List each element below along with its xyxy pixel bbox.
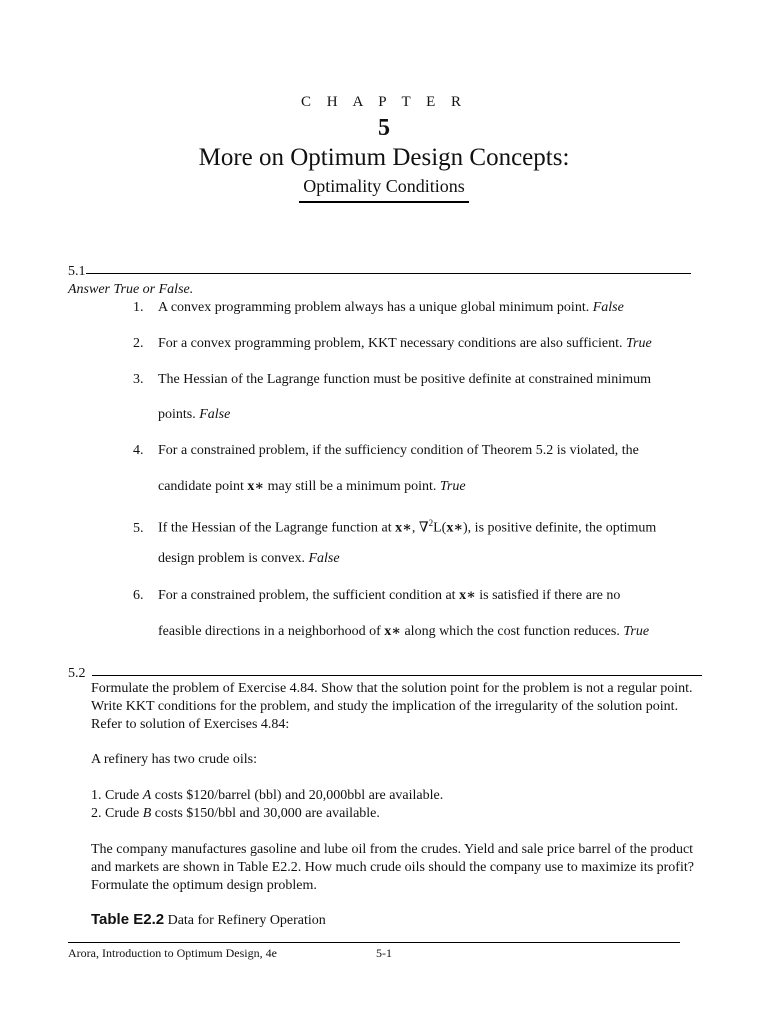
item-text: A convex programming problem always has a unique global minimum point. bbox=[158, 300, 593, 315]
item-text: The Hessian of the Lagrange function must be positive definite at constrained minimum bbox=[158, 372, 651, 387]
list-item bbox=[133, 587, 620, 605]
item-number: 1. bbox=[133, 300, 144, 315]
item-answer: True bbox=[623, 624, 650, 639]
x-star-symbol: x∗ bbox=[446, 520, 464, 536]
item-answer: False bbox=[592, 300, 624, 315]
item-number: 2. bbox=[133, 336, 144, 351]
section-rule bbox=[86, 273, 691, 274]
chapter-subtitle-text: Optimality Conditions bbox=[299, 176, 469, 203]
chapter-title: More on Optimum Design Concepts: bbox=[198, 144, 570, 171]
item-text: 1. Crude bbox=[91, 788, 143, 803]
list-item bbox=[133, 299, 624, 317]
item-number: 6. bbox=[133, 588, 144, 603]
superscript: 2 bbox=[428, 518, 434, 528]
item-answer: True bbox=[439, 479, 466, 494]
item-text: , ∇ bbox=[411, 520, 429, 536]
list-item-continuation bbox=[158, 406, 230, 424]
company-text: The company manufactures gasoline and lube oil from the crudes. Yield and sale price barrel of the product and markets are shown in Table E2.2. How much crude oils should the company use to maximize its profit? Formulate the optimum design problem. bbox=[91, 842, 694, 893]
section-number: 5.2 bbox=[68, 666, 86, 681]
variable: B bbox=[142, 806, 152, 821]
table-caption bbox=[91, 911, 326, 929]
section-rule bbox=[92, 675, 702, 676]
item-text: may still be a minimum point. bbox=[264, 479, 440, 494]
x-star-symbol: x∗ bbox=[247, 479, 265, 494]
list-item bbox=[133, 442, 639, 460]
item-text: For a constrained problem, the sufficient condition at bbox=[158, 588, 460, 603]
list-item bbox=[133, 371, 651, 389]
section-instruction: Answer True or False. bbox=[68, 282, 194, 297]
item-text: feasible directions in a neighborhood of bbox=[158, 624, 385, 639]
variable: A bbox=[142, 788, 152, 803]
x-star-symbol: x∗ bbox=[459, 588, 476, 603]
item-number: 3. bbox=[133, 372, 144, 387]
x-star-symbol: x∗ bbox=[384, 624, 401, 639]
list-item-continuation bbox=[158, 478, 466, 496]
item-text: design problem is convex. bbox=[158, 551, 309, 566]
list-item-continuation bbox=[158, 623, 649, 641]
refinery-text: A refinery has two crude oils: bbox=[91, 752, 258, 767]
chapter-label: C H A P T E R bbox=[300, 94, 468, 110]
section-5-1-heading bbox=[68, 264, 691, 280]
footer-rule bbox=[68, 942, 680, 943]
crude-b-item bbox=[91, 805, 711, 823]
item-text: ), is positive definite, the optimum bbox=[463, 520, 657, 536]
item-text: L( bbox=[433, 520, 447, 536]
item-answer: True bbox=[625, 336, 652, 351]
item-text: If the Hessian of the Lagrange function at bbox=[158, 520, 396, 536]
list-item bbox=[133, 514, 656, 538]
footer-citation: Arora, Introduction to Optimum Design, 4e bbox=[68, 946, 277, 960]
item-number: 4. bbox=[133, 443, 144, 458]
item-answer: False bbox=[199, 407, 231, 422]
item-text: is satisfied if there are no bbox=[475, 588, 621, 603]
table-label: Table E2.2 bbox=[91, 911, 165, 928]
item-text: costs $150/bbl and 30,000 are available. bbox=[151, 806, 380, 821]
item-answer: False bbox=[308, 551, 340, 566]
exercise-intro: Formulate the problem of Exercise 4.84. Show that the solution point for the problem is not a regular point. Write KKT conditions for the problem, and study the implication of the irregularity of the solution point. Refer to solution of Exercises 4.84: bbox=[91, 681, 693, 732]
item-text: candidate point bbox=[158, 479, 248, 494]
item-text: costs $120/barrel (bbl) and 20,000bbl are available. bbox=[151, 788, 444, 803]
item-text: along which the cost function reduces. bbox=[400, 624, 624, 639]
item-text: For a convex programming problem, KKT necessary conditions are also sufficient. bbox=[158, 336, 626, 351]
item-number: 5. bbox=[133, 520, 144, 536]
crude-a-item bbox=[91, 787, 711, 805]
table-caption-text: Data for Refinery Operation bbox=[164, 913, 326, 928]
list-item bbox=[133, 335, 652, 353]
chapter-number: 5 bbox=[378, 115, 390, 141]
chapter-subtitle bbox=[0, 176, 768, 203]
x-star-symbol: x∗ bbox=[395, 520, 412, 536]
item-text: 2. Crude bbox=[91, 806, 143, 821]
section-number: 5.1 bbox=[68, 264, 86, 279]
item-text: points. bbox=[158, 407, 200, 422]
page-number: 5-1 bbox=[376, 946, 392, 960]
item-text: For a constrained problem, if the sufficiency condition of Theorem 5.2 is violated, the bbox=[158, 443, 639, 458]
list-item-continuation bbox=[158, 550, 340, 568]
